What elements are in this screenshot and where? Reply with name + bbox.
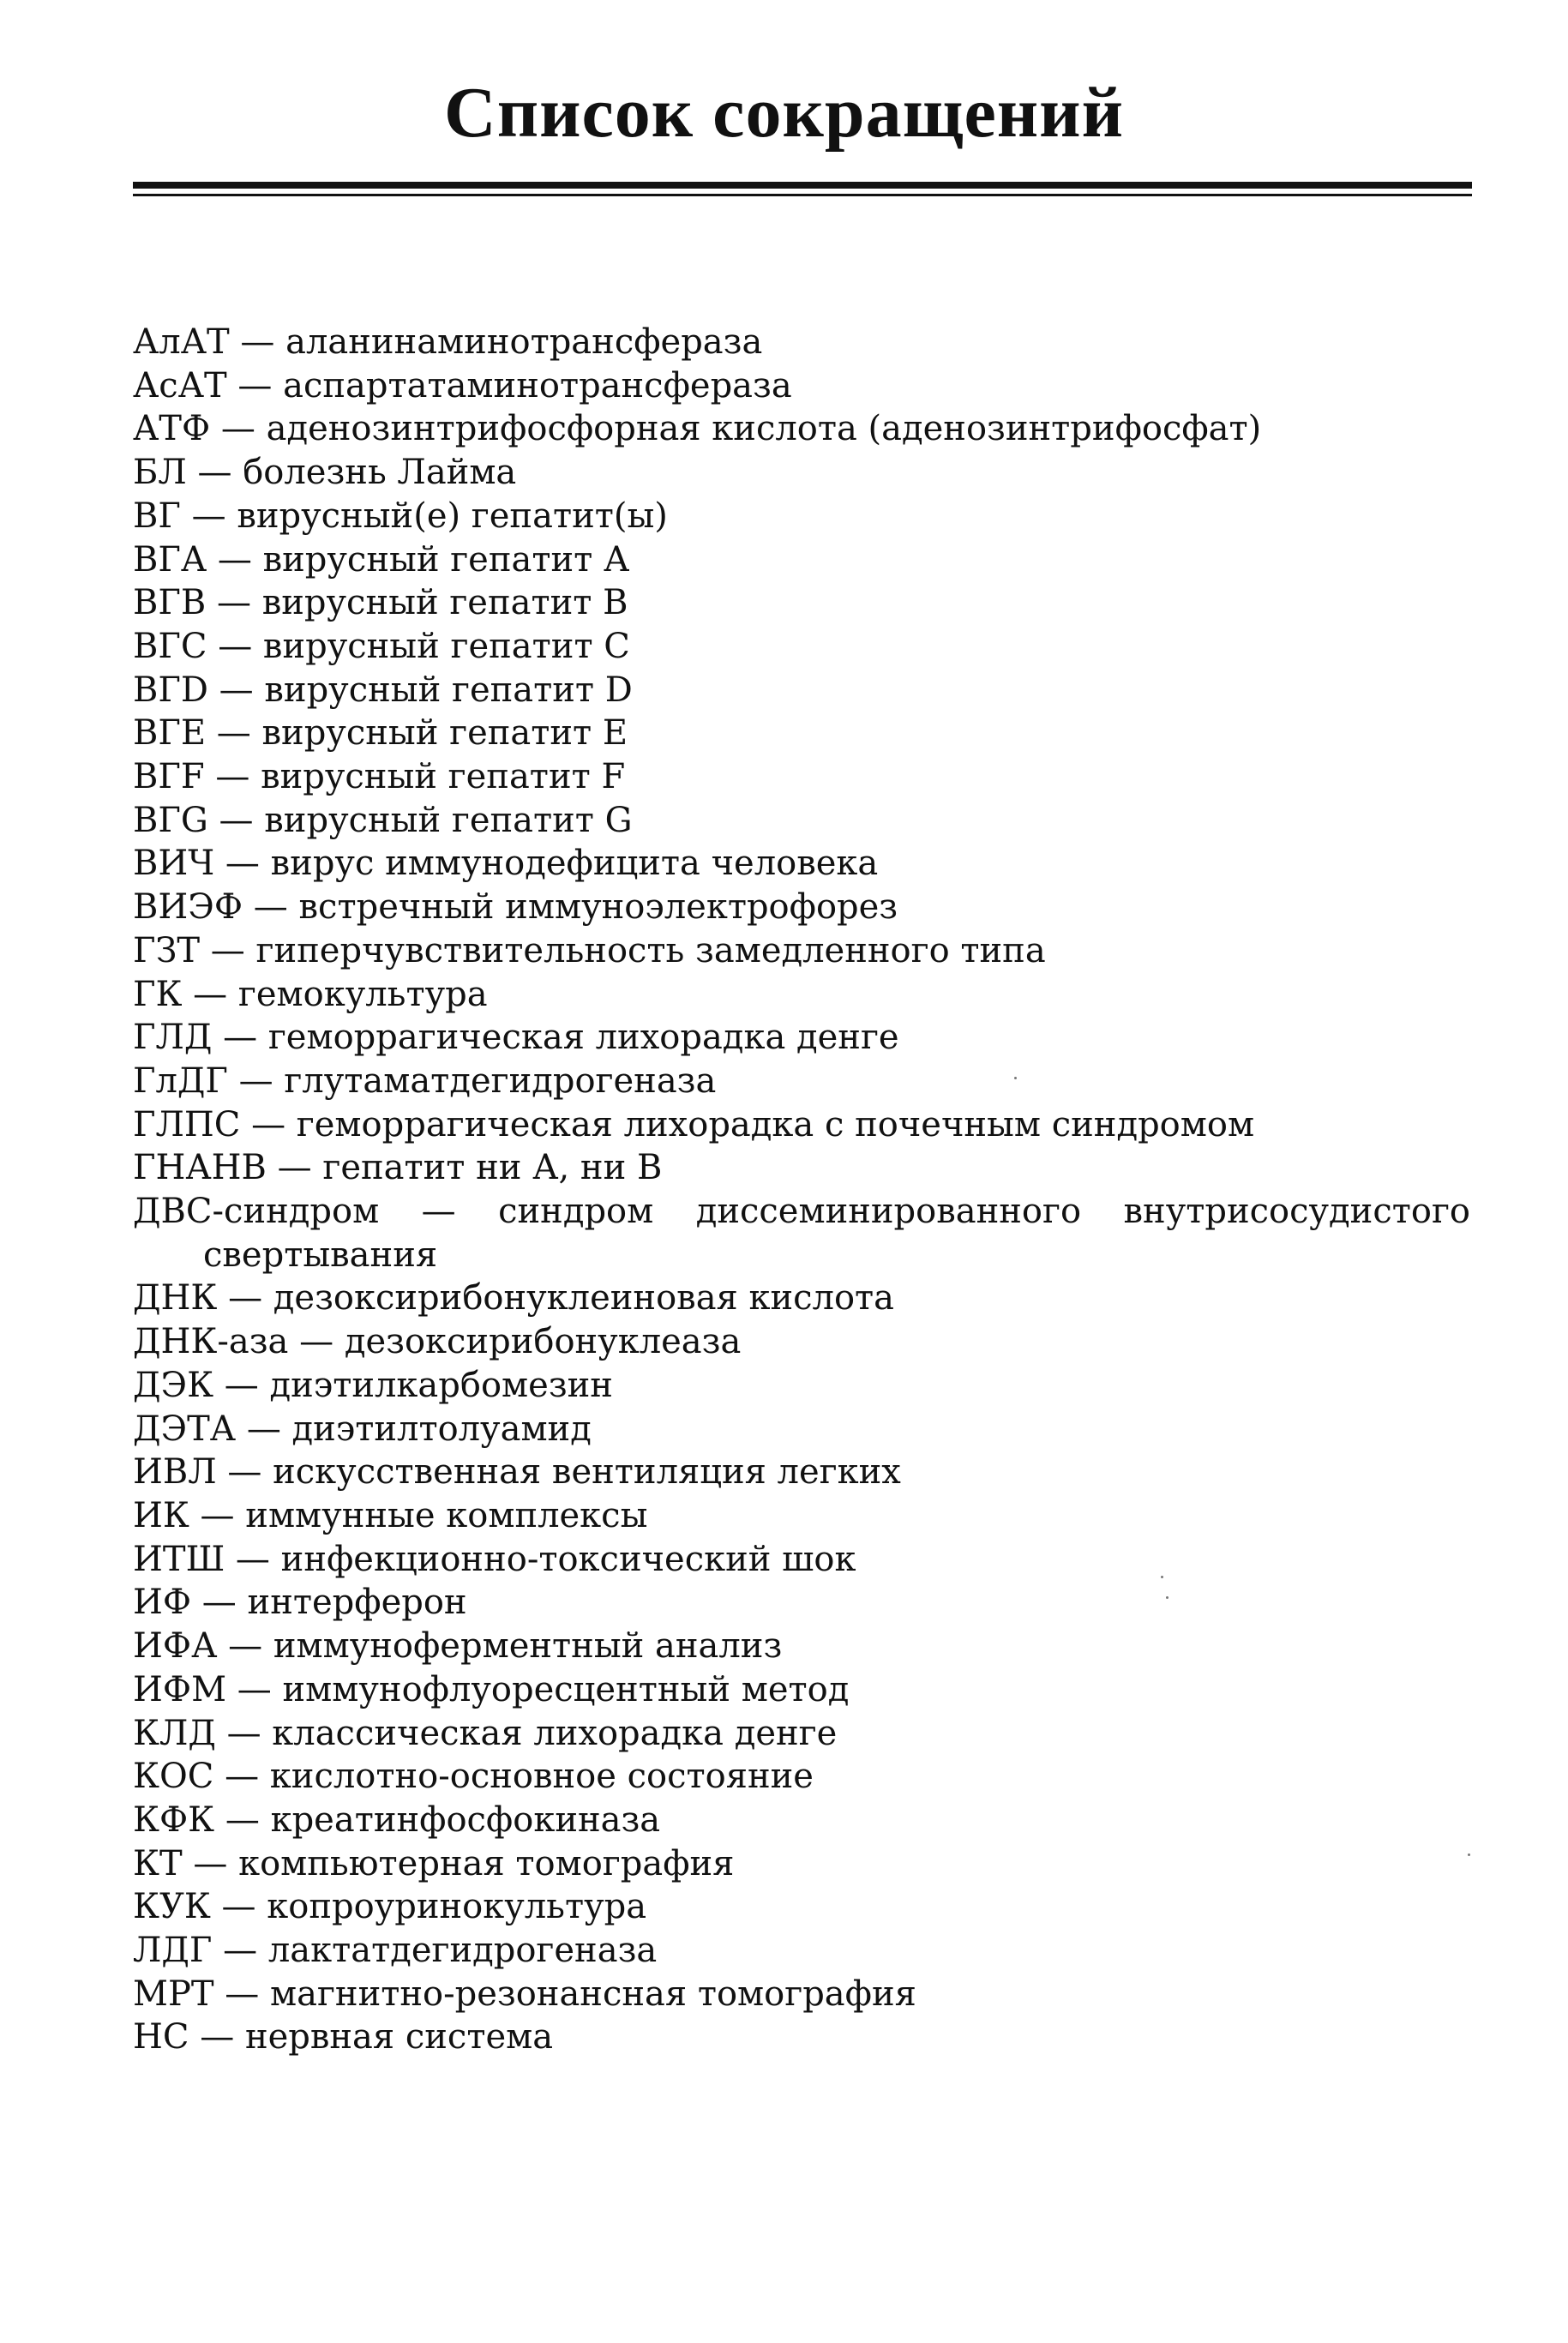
- abbreviation-entry: [133, 1755, 1470, 1799]
- abbreviation-term: БЛ: [133, 453, 187, 493]
- abbreviation-term: ДНК: [133, 1278, 218, 1319]
- abbreviation-dash: —: [226, 1669, 283, 1709]
- abbreviation-dash: —: [186, 453, 243, 493]
- abbreviation-definition: диэтилкарбомезин: [269, 1365, 613, 1405]
- abbreviation-dash: —: [207, 800, 265, 840]
- abbreviation-dash: —: [214, 844, 271, 884]
- abbreviation-entry: [133, 1146, 1470, 1190]
- abbreviation-definition: лактатдегидрогеназа: [267, 1931, 658, 1971]
- abbreviation-list: [133, 321, 1470, 2059]
- abbreviation-dash: —: [191, 1583, 248, 1623]
- abbreviation-dash: —: [227, 1060, 285, 1101]
- abbreviation-term: ЛДГ: [133, 1931, 213, 1971]
- abbreviation-dash: —: [243, 887, 299, 928]
- abbreviation-definition: копроуринокультура: [267, 1887, 647, 1927]
- abbreviation-term: ГлДГ: [133, 1060, 228, 1101]
- abbreviation-entry: [133, 755, 1470, 799]
- abbreviation-dash: —: [229, 322, 286, 362]
- abbreviation-definition: вирусный(е) гепатит(ы): [237, 496, 668, 536]
- abbreviation-dash: —: [189, 1495, 246, 1535]
- abbreviation-term: НС: [133, 2017, 189, 2058]
- abbreviation-dash: —: [206, 583, 262, 623]
- abbreviation-definition: вирусный гепатит Е: [261, 713, 628, 754]
- abbreviation-dash: —: [213, 1757, 270, 1797]
- abbreviation-dash: —: [182, 1843, 239, 1883]
- abbreviation-term: АТФ: [133, 409, 211, 449]
- abbreviation-term: ИФМ: [133, 1669, 227, 1709]
- speck-mark: [1014, 1077, 1017, 1079]
- abbreviation-term: ИФА: [133, 1626, 218, 1667]
- abbreviation-definition: магнитно-резонансная томография: [270, 1974, 916, 2014]
- abbreviation-dash: —: [212, 1018, 268, 1058]
- abbreviation-definition: классическая лихорадка денге: [272, 1713, 838, 1753]
- abbreviation-entry: [133, 799, 1470, 843]
- abbreviation-term: ВИЭФ: [133, 887, 243, 928]
- abbreviation-term: ИТШ: [133, 1539, 225, 1579]
- abbreviation-definition: иммуноферментный анализ: [273, 1626, 783, 1667]
- abbreviation-entry: [133, 2016, 1470, 2059]
- abbreviation-dash: —: [266, 1148, 323, 1188]
- abbreviation-entry: [133, 1885, 1470, 1929]
- abbreviation-definition: вирусный гепатит С: [262, 626, 630, 666]
- abbreviation-definition: глутаматдегидрогеназа: [284, 1060, 717, 1101]
- abbreviation-dash: —: [214, 1799, 271, 1840]
- abbreviation-definition: гиперчувствительность замедленного типа: [255, 930, 1046, 970]
- abbreviation-definition: инфекционно-токсический шок: [280, 1539, 856, 1579]
- abbreviation-definition: интерферон: [247, 1583, 467, 1623]
- abbreviation-entry: [133, 1190, 1470, 1277]
- speck-mark: [1161, 1576, 1163, 1578]
- abbreviation-definition: диэтилтолуамид: [291, 1409, 592, 1449]
- abbreviation-term: ВГЕ: [133, 713, 207, 754]
- abbreviation-entry: [133, 364, 1470, 408]
- abbreviation-dash: —: [217, 1278, 273, 1319]
- abbreviation-entry: [133, 1973, 1470, 2016]
- abbreviation-term: ДВС-синдром: [133, 1192, 380, 1232]
- abbreviation-term: ГЛД: [133, 1018, 213, 1058]
- abbreviation-entry: [133, 1016, 1470, 1060]
- title-rule-thin: [133, 194, 1472, 196]
- abbreviation-dash: —: [217, 1626, 273, 1667]
- abbreviation-entry: [133, 973, 1470, 1017]
- abbreviation-term: КЛД: [133, 1713, 216, 1753]
- abbreviation-term: КФК: [133, 1799, 215, 1840]
- abbreviation-entry: [133, 1408, 1470, 1451]
- abbreviation-definition: синдром диссеминированного внутрисосудистого свертывания: [203, 1192, 1470, 1275]
- abbreviation-term: ДЭК: [133, 1365, 214, 1405]
- abbreviation-term: ГК: [133, 974, 183, 1014]
- abbreviation-dash: —: [206, 713, 262, 754]
- abbreviation-dash: —: [210, 1887, 267, 1927]
- abbreviation-term: ДНК-аза: [133, 1322, 289, 1362]
- abbreviation-dash: —: [226, 365, 284, 406]
- abbreviation-term: ИВЛ: [133, 1452, 217, 1493]
- abbreviation-term: ДЭТА: [133, 1409, 237, 1449]
- abbreviation-definition: вирусный гепатит А: [262, 539, 630, 580]
- title-rule-thick: [133, 182, 1472, 189]
- abbreviation-dash: —: [213, 1974, 270, 2014]
- abbreviation-definition: вирусный гепатит В: [261, 583, 628, 623]
- abbreviation-entry: [133, 581, 1470, 625]
- abbreviation-term: ГЛПС: [133, 1104, 241, 1144]
- abbreviation-definition: креатинфосфокиназа: [270, 1799, 661, 1840]
- abbreviation-term: КУК: [133, 1887, 211, 1927]
- abbreviation-entry: [133, 842, 1470, 886]
- abbreviation-term: ГНАНВ: [133, 1148, 267, 1188]
- abbreviation-definition: иммунные комплексы: [245, 1495, 648, 1535]
- abbreviation-definition: нервная система: [244, 2017, 554, 2058]
- abbreviation-definition: вирусный гепатит F: [261, 757, 626, 797]
- abbreviation-entry: [133, 1060, 1470, 1103]
- abbreviation-entry: [133, 1103, 1470, 1147]
- abbreviation-term: ВГВ: [133, 583, 207, 623]
- abbreviation-dash: —: [225, 1539, 281, 1579]
- abbreviation-dash: —: [207, 539, 263, 580]
- abbreviation-dash: —: [240, 1104, 297, 1144]
- abbreviation-entry: [133, 1538, 1470, 1582]
- abbreviation-entry: [133, 669, 1470, 712]
- abbreviation-dash: —: [182, 974, 238, 1014]
- abbreviation-dash: —: [213, 1365, 270, 1405]
- abbreviation-dash: —: [210, 409, 267, 449]
- abbreviation-definition: компьютерная томография: [238, 1843, 735, 1883]
- abbreviation-entry: [133, 1712, 1470, 1756]
- abbreviation-term: ВГС: [133, 626, 207, 666]
- abbreviation-entry: [133, 625, 1470, 669]
- abbreviation-entry: [133, 886, 1470, 929]
- abbreviation-term: ГЗТ: [133, 930, 201, 970]
- abbreviation-entry: [133, 1364, 1470, 1408]
- abbreviation-term: ВИЧ: [133, 844, 215, 884]
- abbreviation-definition: вирусный гепатит G: [264, 800, 633, 840]
- abbreviation-term: ВГG: [133, 800, 208, 840]
- abbreviation-term: АлАТ: [133, 322, 230, 362]
- page-title: Список сокращений: [444, 73, 1124, 153]
- abbreviation-dash: —: [216, 1452, 273, 1493]
- abbreviation-entry: [133, 321, 1470, 364]
- abbreviation-definition: гемокультура: [237, 974, 488, 1014]
- abbreviation-entry: [133, 1320, 1470, 1364]
- abbreviation-dash: —: [212, 1931, 268, 1971]
- abbreviation-term: ВГF: [133, 757, 205, 797]
- abbreviation-definition: геморрагическая лихорадка с почечным синдромом: [296, 1104, 1255, 1144]
- abbreviation-term: ВГА: [133, 539, 207, 580]
- abbreviation-term: ИФ: [133, 1583, 192, 1623]
- abbreviation-dash: —: [215, 1713, 273, 1753]
- abbreviation-definition: иммунофлуоресцентный метод: [282, 1669, 850, 1709]
- abbreviation-entry: [133, 1581, 1470, 1625]
- abbreviation-entry: [133, 1625, 1470, 1668]
- abbreviation-entry: [133, 1799, 1470, 1842]
- abbreviation-definition: кислотно-основное состояние: [269, 1757, 814, 1797]
- abbreviation-entry: [133, 1277, 1470, 1320]
- abbreviation-entry: [133, 407, 1470, 451]
- abbreviation-term: МРТ: [133, 1974, 214, 2014]
- abbreviation-entry: [133, 1668, 1470, 1712]
- abbreviation-dash: —: [207, 670, 265, 710]
- abbreviation-definition: искусственная вентиляция легких: [273, 1452, 901, 1493]
- abbreviation-dash: —: [200, 930, 256, 970]
- abbreviation-entry: [133, 538, 1470, 582]
- abbreviation-dash: —: [204, 757, 261, 797]
- speck-mark: [1468, 1853, 1470, 1856]
- abbreviation-entry: [133, 1842, 1470, 1886]
- abbreviation-definition: болезнь Лайма: [243, 453, 517, 493]
- abbreviation-dash: —: [236, 1409, 292, 1449]
- abbreviation-term: ВГD: [133, 670, 208, 710]
- abbreviation-definition: гепатит ни А, ни В: [322, 1148, 663, 1188]
- abbreviation-entry: [133, 495, 1470, 538]
- abbreviation-definition: вирусный гепатит D: [264, 670, 633, 710]
- abbreviation-definition: дезоксирибонуклеиновая кислота: [273, 1278, 895, 1319]
- abbreviation-definition: дезоксирибонуклеаза: [344, 1322, 742, 1362]
- abbreviation-definition: аденозинтрифосфорная кислота (аденозинтрифосфат): [266, 409, 1262, 449]
- abbreviation-definition: встречный иммуноэлектрофорез: [298, 887, 898, 928]
- abbreviation-dash: —: [288, 1322, 345, 1362]
- abbreviation-term: ИК: [133, 1495, 189, 1535]
- abbreviation-dash: —: [207, 626, 263, 666]
- abbreviation-entry: [133, 451, 1470, 495]
- abbreviation-dash: —: [180, 496, 237, 536]
- abbreviation-definition: аланинаминотрансфераза: [285, 322, 763, 362]
- abbreviation-entry: [133, 1929, 1470, 1973]
- abbreviation-entry: [133, 1451, 1470, 1494]
- abbreviation-definition: геморрагическая лихорадка денге: [267, 1018, 899, 1058]
- abbreviation-definition: вирус иммунодефицита человека: [270, 844, 879, 884]
- abbreviation-term: АсАТ: [133, 365, 227, 406]
- abbreviation-dash: —: [189, 2017, 245, 2058]
- abbreviation-entry: [133, 712, 1470, 755]
- abbreviation-term: ВГ: [133, 496, 181, 536]
- speck-mark: [1166, 1596, 1168, 1599]
- abbreviation-definition: аспартатаминотрансфераза: [283, 365, 792, 406]
- abbreviation-dash: —: [379, 1192, 499, 1232]
- abbreviation-term: КОС: [133, 1757, 214, 1797]
- abbreviation-entry: [133, 929, 1470, 973]
- abbreviation-entry: [133, 1494, 1470, 1538]
- abbreviation-term: КТ: [133, 1843, 183, 1883]
